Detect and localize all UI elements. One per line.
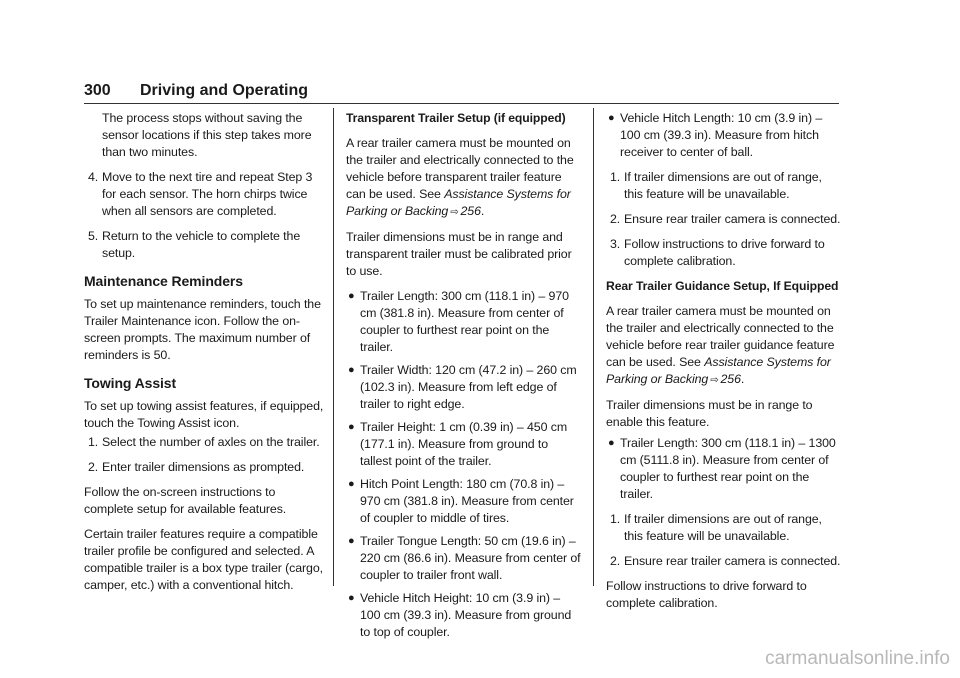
bullet-icon: ● — [608, 437, 615, 449]
list-item — [84, 228, 324, 262]
cross-reference-link[interactable]: Assistance Systems for Parking or Backing — [606, 355, 831, 386]
step-number: 2. — [88, 460, 99, 474]
step-text: Follow instructions to drive forward to complete calibration. — [624, 237, 825, 268]
page-number: 300 — [84, 82, 111, 99]
follow-paragraph: Follow the on-screen instructions to complete setup for available features. — [84, 485, 287, 516]
list-item-text: Hitch Point Length: 180 cm (70.8 in) – 970 cm (381.8 in). Measure from center of coupler to middle of tires. — [360, 477, 574, 525]
list-item-text: Trailer Height: 1 cm (0.39 in) – 450 cm (177.1 in). Measure from ground to tallest point of the trailer. — [360, 420, 568, 468]
range-paragraph: Trailer dimensions must be in range to enable this feature. — [606, 398, 813, 429]
section-title: Driving and Operating — [140, 82, 309, 99]
step-number: 2. — [610, 554, 621, 568]
range-paragraph: Trailer dimensions must be in range and transparent trailer must be calibrated prior to use. — [346, 230, 572, 278]
column-1 — [84, 110, 324, 602]
step-text: Enter trailer dimensions as prompted. — [102, 460, 305, 474]
list-item — [346, 288, 582, 356]
towing-paragraph: To set up towing assist features, if equipped, touch the Towing Assist icon. — [84, 399, 324, 430]
list-item — [84, 169, 324, 220]
intro-text: A rear trailer camera must be mounted on the trailer and electrically connected to the vehicle before rear trailer guidance feature can be used. See — [606, 304, 835, 369]
step-number: 1. — [610, 170, 621, 184]
list-item — [606, 211, 842, 228]
list-item — [346, 362, 582, 413]
compatible-trailer-paragraph: Certain trailer features require a compatible trailer profile be configured and selected. A compatible trailer is a box type trailer (cargo, camper, etc.) with a conventional hitch. — [84, 527, 323, 592]
page-reference-icon: ⇨ — [450, 207, 459, 218]
column-2 — [346, 110, 582, 649]
bullet-icon: ● — [348, 290, 355, 302]
step-number: 5. — [88, 229, 99, 243]
intro-text: A rear trailer camera must be mounted on the trailer and electrically connected to the vehicle before transparent trailer feature can be used. See — [346, 136, 574, 201]
dimension-list — [606, 435, 842, 503]
list-item — [346, 590, 582, 641]
bullet-icon: ● — [608, 112, 615, 124]
step-continuation: The process stops without saving the sensor locations if this step takes more than two minutes. — [102, 111, 312, 159]
page-reference-number[interactable]: 256 — [720, 372, 741, 386]
step-number: 3. — [610, 237, 621, 251]
list-item-text: Trailer Length: 300 cm (118.1 in) – 970 cm (381.8 in). Measure from center of coupler to furthest rear point on the trailer. — [360, 289, 569, 354]
list-item — [346, 419, 582, 470]
list-item — [346, 533, 582, 584]
list-item — [606, 110, 842, 161]
step-number: 2. — [610, 212, 621, 226]
subheading-transparent-trailer: Transparent Trailer Setup (if equipped) — [346, 111, 566, 125]
list-item — [606, 236, 842, 270]
step-list — [84, 434, 324, 476]
page-reference-icon: ⇨ — [710, 375, 719, 386]
sentence-period: . — [480, 204, 485, 218]
page-header — [84, 82, 839, 104]
sentence-period: . — [740, 372, 745, 386]
transparent-intro-paragraph — [346, 135, 582, 221]
heading-maintenance-reminders: Maintenance Reminders — [84, 273, 243, 289]
step-text: Return to the vehicle to complete the setup. — [102, 229, 301, 260]
list-item-text: Trailer Tongue Length: 50 cm (19.6 in) – 220 cm (86.6 in). Measure from center of coupler to trailer front wall. — [360, 534, 581, 582]
dimension-list — [606, 110, 842, 161]
list-item — [606, 169, 842, 203]
bullet-icon: ● — [348, 364, 355, 376]
step-text: If trailer dimensions are out of range, this feature will be unavailable. — [624, 170, 822, 201]
bullet-icon: ● — [348, 535, 355, 547]
step-list — [606, 511, 842, 570]
step-list — [84, 169, 324, 262]
column-divider-2 — [593, 108, 594, 586]
page-reference-number[interactable]: 256 — [460, 204, 481, 218]
heading-towing-assist: Towing Assist — [84, 375, 177, 391]
bullet-icon: ● — [348, 592, 355, 604]
bullet-icon: ● — [348, 421, 355, 433]
bullet-icon: ● — [348, 478, 355, 490]
step-text: Move to the next tire and repeat Step 3 for each sensor. The horn chirps twice when all sensors are completed. — [102, 170, 313, 218]
list-item-text: Trailer Length: 300 cm (118.1 in) – 1300 cm (5111.8 in). Measure from center of coupler to furthest rear point on the trailer. — [620, 436, 836, 501]
list-item — [84, 459, 324, 476]
list-item-text: Trailer Width: 120 cm (47.2 in) – 260 cm (102.3 in). Measure from left edge of trailer to right edge. — [360, 363, 577, 411]
step-number: 1. — [88, 435, 99, 449]
list-item-text: Vehicle Hitch Length: 10 cm (3.9 in) – 100 cm (39.3 in). Measure from hitch receiver to center of ball. — [620, 111, 823, 159]
list-item — [606, 435, 842, 503]
column-divider-1 — [333, 108, 334, 586]
header-rule — [84, 103, 839, 104]
step-list — [606, 169, 842, 270]
list-item — [606, 511, 842, 545]
subheading-rear-trailer-guidance: Rear Trailer Guidance Setup, If Equipped — [606, 279, 839, 293]
list-item-text: Vehicle Hitch Height: 10 cm (3.9 in) – 100 cm (39.3 in). Measure from ground to top of coupler. — [360, 591, 572, 639]
step-number: 1. — [610, 512, 621, 526]
step-text: Select the number of axles on the trailer. — [102, 435, 320, 449]
guidance-intro-paragraph — [606, 303, 842, 389]
maintenance-paragraph: To set up maintenance reminders, touch the Trailer Maintenance icon. Follow the on-screen prompts. The maximum number of reminders is 50. — [84, 297, 321, 362]
step-text: If trailer dimensions are out of range, this feature will be unavailable. — [624, 512, 822, 543]
column-3 — [606, 110, 842, 620]
cross-reference-link[interactable]: Assistance Systems for Parking or Backing — [346, 187, 571, 218]
step-text: Ensure rear trailer camera is connected. — [624, 212, 841, 226]
list-item — [606, 553, 842, 570]
list-item — [346, 476, 582, 527]
dimension-list — [346, 288, 582, 641]
step-number: 4. — [88, 170, 99, 184]
final-paragraph: Follow instructions to drive forward to complete calibration. — [606, 579, 807, 610]
list-item — [84, 434, 324, 451]
step-text: Ensure rear trailer camera is connected. — [624, 554, 841, 568]
watermark: carmanualsonline.info — [765, 648, 950, 669]
